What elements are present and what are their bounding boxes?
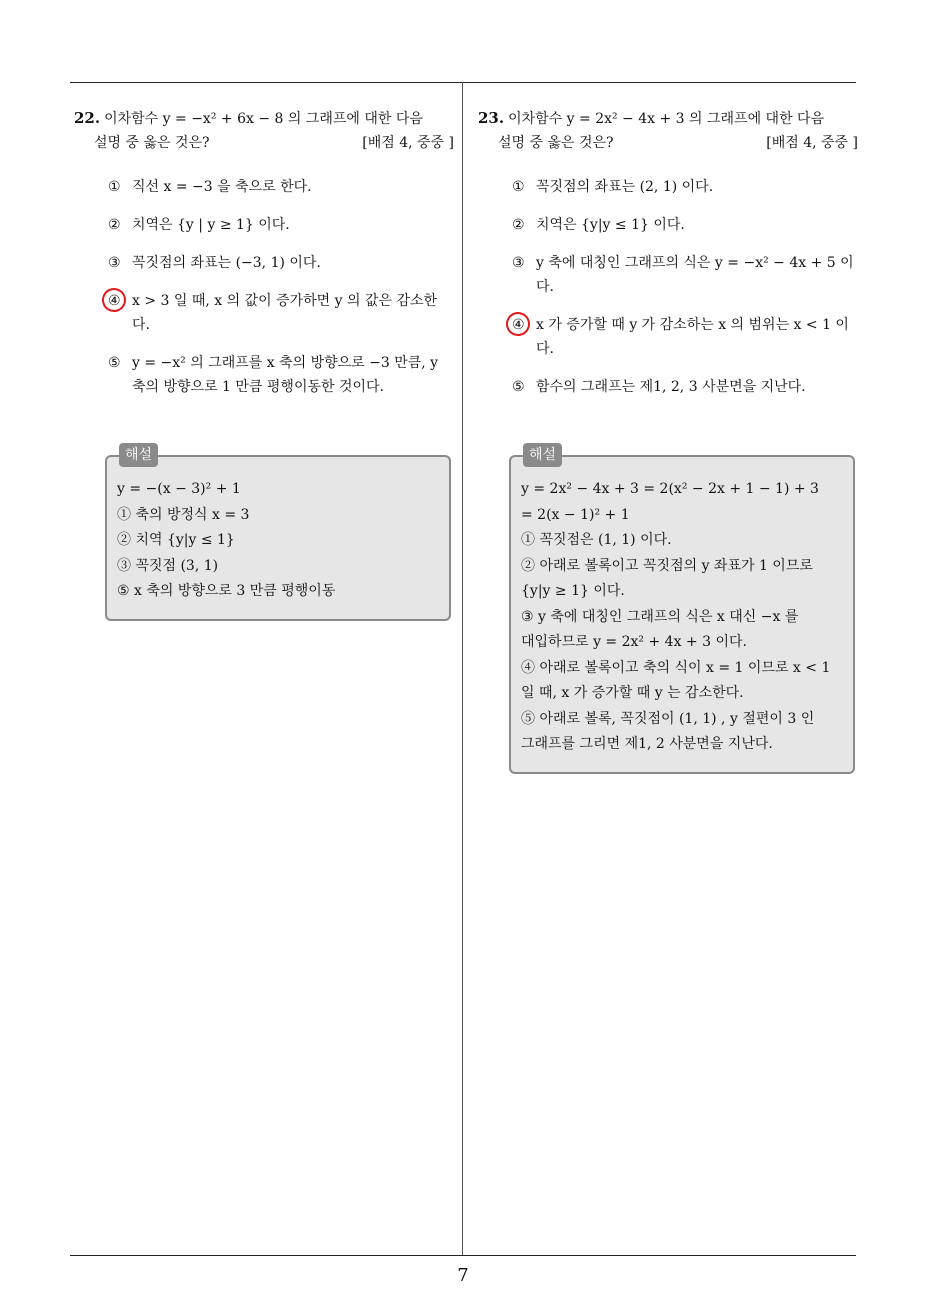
question-text-line1: 이차함수 y = −x² + 6x − 8 의 그래프에 대한 다음 xyxy=(104,111,423,127)
option-1 xyxy=(108,175,454,199)
question-text-line1: 이차함수 y = 2x² − 4x + 3 의 그래프에 대한 다음 xyxy=(508,111,825,127)
option-4 xyxy=(108,289,454,337)
top-rule xyxy=(70,82,856,83)
option-3 xyxy=(512,251,858,299)
question-text-line2: 설명 중 옳은 것은? xyxy=(498,135,614,151)
option-number: ④ xyxy=(512,317,525,333)
question-22 xyxy=(74,106,454,413)
question-22-line2 xyxy=(74,131,454,155)
question-number: 22. xyxy=(74,109,101,127)
solution-line: 그래프를 그리면 제1, 2 사분면을 지난다. xyxy=(521,736,773,752)
column-divider xyxy=(462,82,463,1256)
option-text: 직선 x = −3 을 축으로 한다. xyxy=(132,179,312,195)
options-list xyxy=(74,175,454,399)
solution-label: 해설 xyxy=(523,443,562,467)
solution-line: {y|y ≥ 1} 이다. xyxy=(521,583,625,599)
option-number: ② xyxy=(108,217,121,233)
option-5 xyxy=(108,351,454,399)
solution-line: ③ 꼭짓점 (3, 1) xyxy=(117,557,219,574)
solution-line: ① 꼭짓점은 (1, 1) 이다. xyxy=(521,532,672,548)
solution-line: ④ 아래로 볼록이고 축의 식이 x = 1 이므로 x < 1 xyxy=(521,659,831,676)
option-number: ③ xyxy=(108,255,121,271)
option-2 xyxy=(512,213,858,237)
option-5 xyxy=(512,375,858,399)
option-text: 치역은 {y | y ≥ 1} 이다. xyxy=(132,217,290,233)
option-4 xyxy=(512,313,858,361)
question-22-stem xyxy=(74,106,454,131)
option-text: 함수의 그래프는 제1, 2, 3 사분면을 지난다. xyxy=(536,379,806,395)
solution-line: ⑤ x 축의 방향으로 3 만큼 평행이동 xyxy=(117,583,336,599)
solution-line: ① 축의 방정식 x = 3 xyxy=(117,506,250,523)
option-2 xyxy=(108,213,454,237)
option-3 xyxy=(108,251,454,275)
solution-box-22 xyxy=(105,447,451,621)
option-text: y = −x² 의 그래프를 x 축의 방향으로 −3 만큼, y 축의 방향으로 1 만큼 평행이동한 것이다. xyxy=(132,355,439,395)
score-info: [배점 4, 중중 ] xyxy=(766,135,858,151)
option-text: y 축에 대칭인 그래프의 식은 y = −x² − 4x + 5 이다. xyxy=(536,255,854,295)
question-23-line2 xyxy=(478,131,858,155)
solution-line: y = 2x² − 4x + 3 = 2(x² − 2x + 1 − 1) + 3 xyxy=(521,481,819,497)
options-list xyxy=(478,175,858,399)
option-number: ① xyxy=(108,179,121,195)
option-number: ① xyxy=(512,179,525,195)
solution-line: ② 치역 {y|y ≤ 1} xyxy=(117,532,235,548)
option-1 xyxy=(512,175,858,199)
solution-line: 대입하므로 y = 2x² + 4x + 3 이다. xyxy=(521,634,747,650)
option-text: 치역은 {y|y ≤ 1} 이다. xyxy=(536,217,685,233)
option-text: 꼭짓점의 좌표는 (−3, 1) 이다. xyxy=(132,255,321,271)
option-number: ④ xyxy=(108,293,121,309)
option-number: ⑤ xyxy=(108,355,121,371)
solution-box-23 xyxy=(509,447,855,774)
question-text-line2: 설명 중 옳은 것은? xyxy=(94,135,210,151)
question-23-stem xyxy=(478,106,858,131)
bottom-rule xyxy=(70,1255,856,1256)
option-number: ③ xyxy=(512,255,525,271)
option-number: ② xyxy=(512,217,525,233)
solution-line: ② 아래로 볼록이고 꼭짓점의 y 좌표가 1 이므로 xyxy=(521,557,813,574)
solution-label: 해설 xyxy=(119,443,158,467)
solution-line: ⑤ 아래로 볼록, 꼭짓점이 (1, 1) , y 절편이 3 인 xyxy=(521,710,815,727)
option-text: 꼭짓점의 좌표는 (2, 1) 이다. xyxy=(536,179,714,195)
option-text: x > 3 일 때, x 의 값이 증가하면 y 의 값은 감소한다. xyxy=(132,293,438,333)
solution-line: 일 때, x 가 증가할 때 y 는 감소한다. xyxy=(521,685,744,701)
option-number: ⑤ xyxy=(512,379,525,395)
solution-line: ③ y 축에 대칭인 그래프의 식은 x 대신 −x 를 xyxy=(521,608,799,625)
question-number: 23. xyxy=(478,109,505,127)
question-23 xyxy=(478,106,858,413)
page-number: 7 xyxy=(457,1265,469,1286)
solution-line: = 2(x − 1)² + 1 xyxy=(521,506,630,523)
solution-line: y = −(x − 3)² + 1 xyxy=(117,481,241,497)
score-info: [배점 4, 중중 ] xyxy=(362,135,454,151)
option-text: x 가 증가할 때 y 가 감소하는 x 의 범위는 x < 1 이다. xyxy=(536,317,849,357)
